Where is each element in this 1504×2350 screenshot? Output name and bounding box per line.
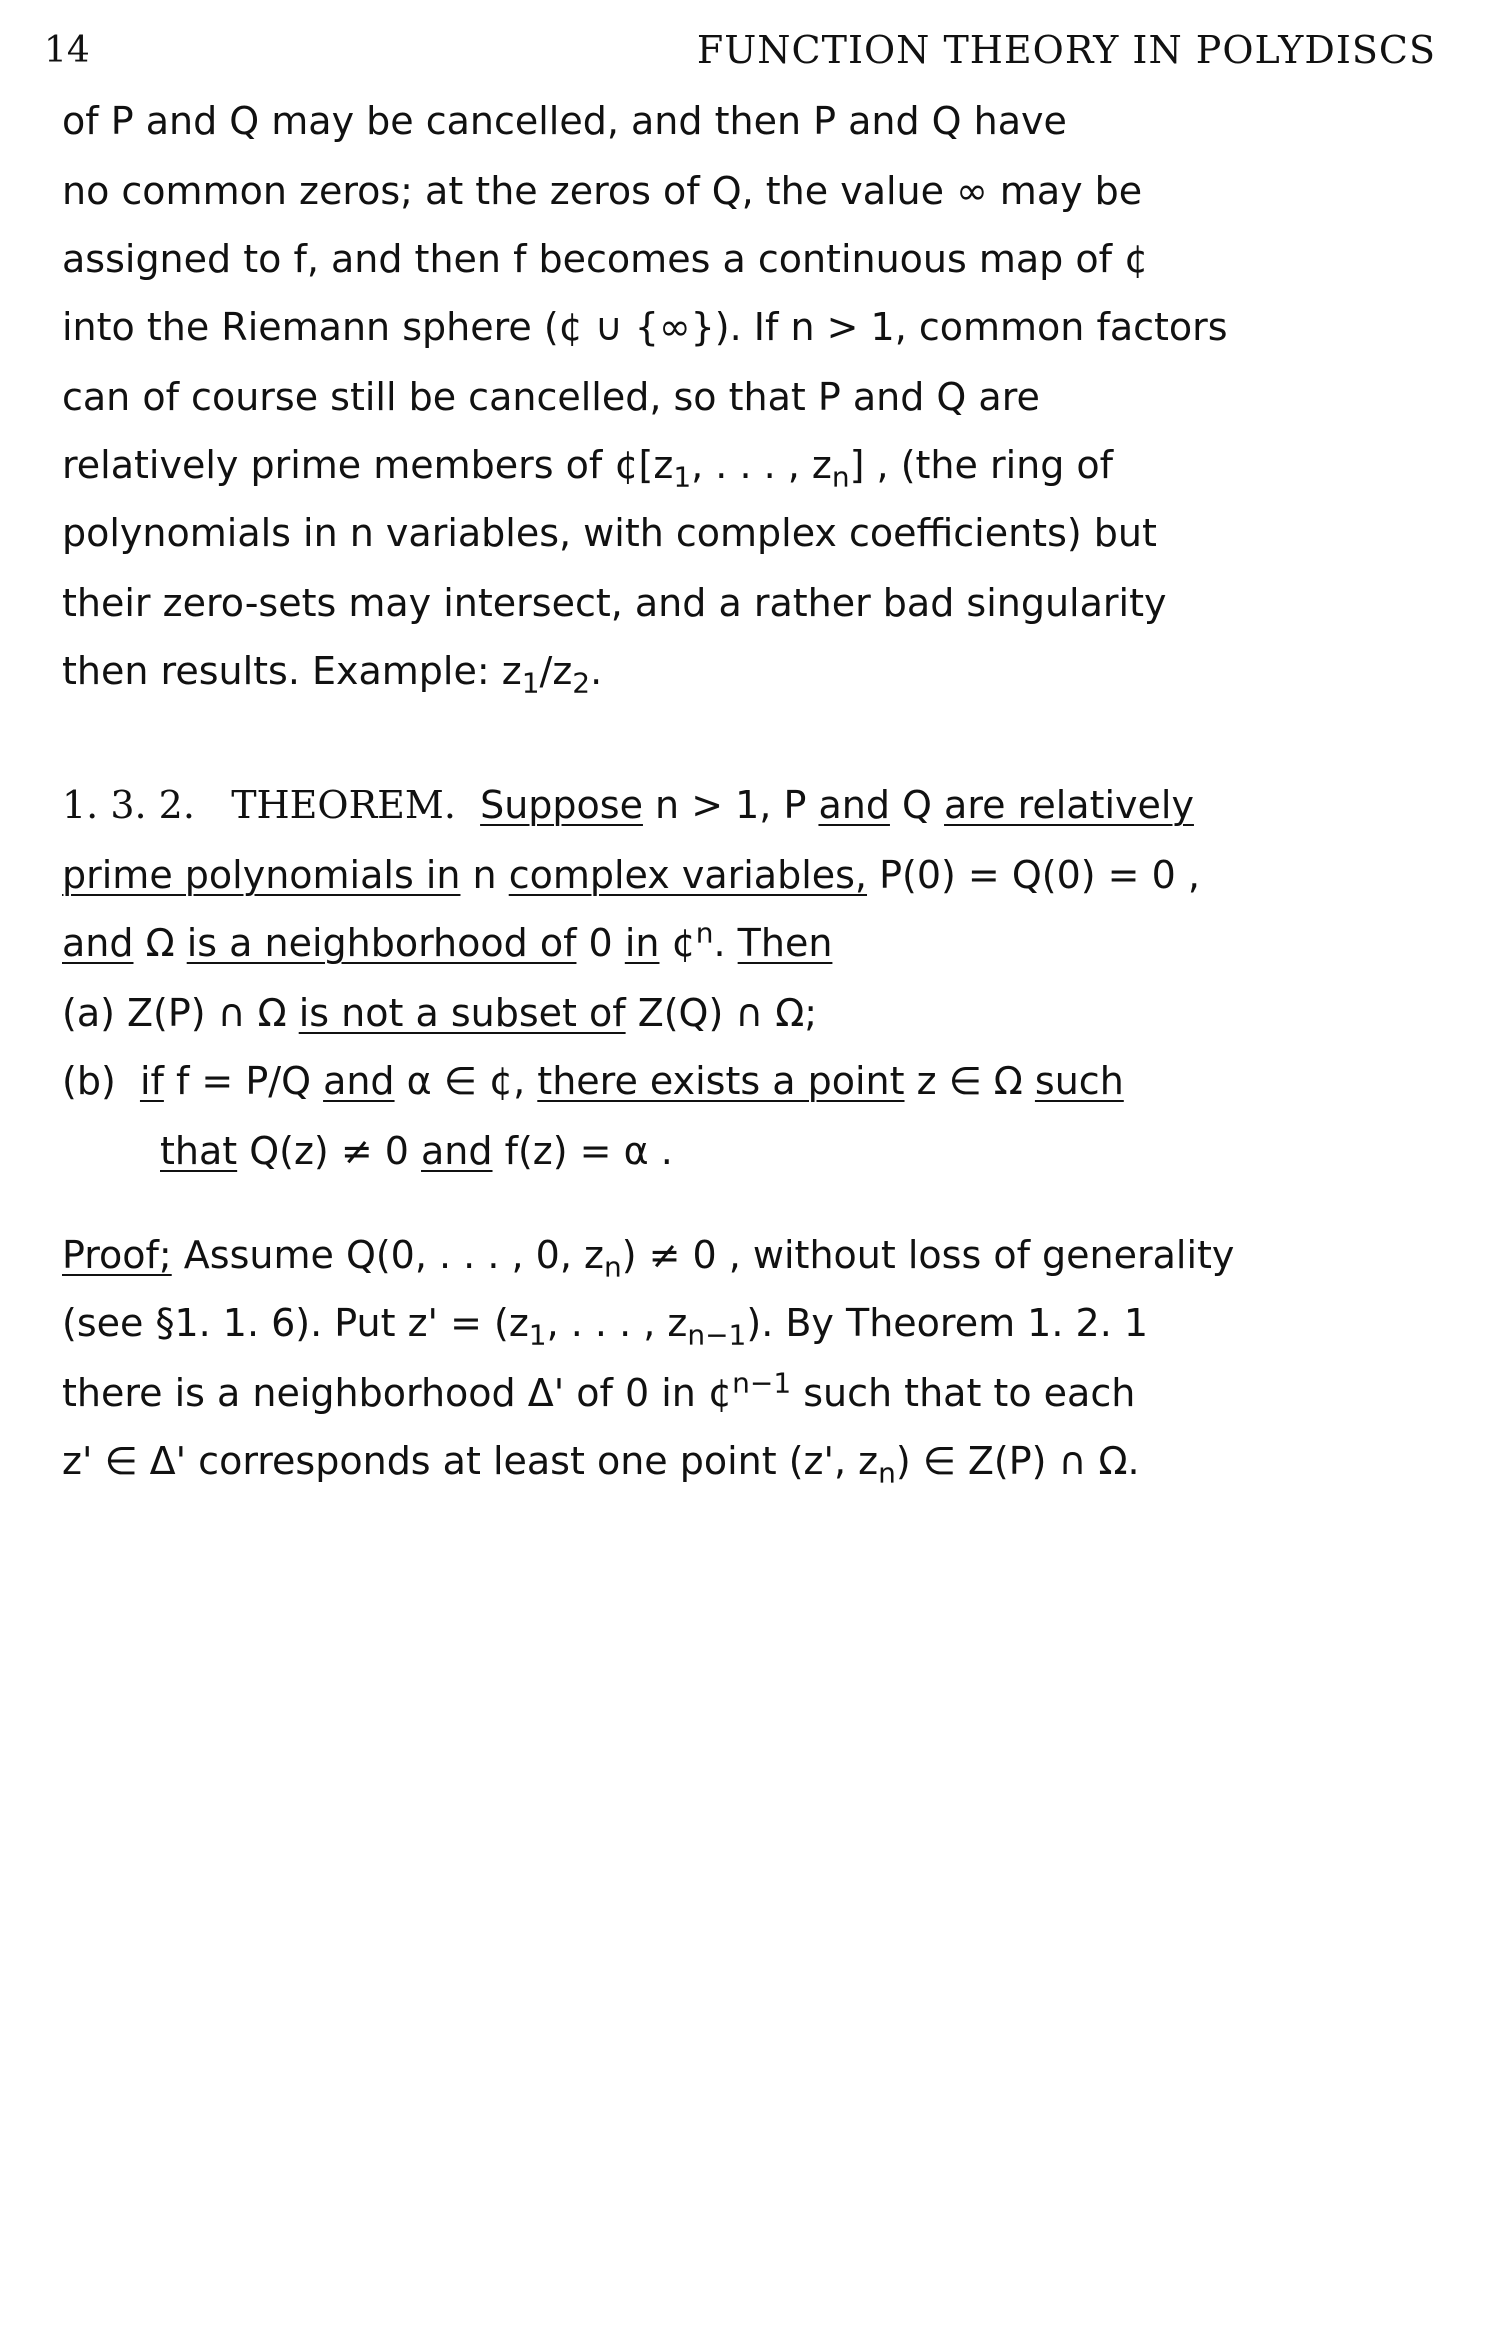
intro-line-5: can of course still be cancelled, so that P and Q are: [62, 375, 1040, 419]
page-number: 14: [44, 30, 90, 71]
proof-text: , . . . , z: [546, 1301, 688, 1345]
theorem-line-2: [62, 853, 1200, 897]
theorem-part-b: [62, 1059, 1124, 1103]
theorem-italic-and: and: [421, 1129, 493, 1173]
subscript: 1: [521, 666, 540, 700]
proof-text: there is a neighborhood Δ' of 0 in ¢: [62, 1371, 733, 1415]
proof-text: such that to each: [791, 1371, 1136, 1415]
intro-line-2: no common zeros; at the zeros of Q, the value ∞ may be: [62, 169, 1143, 213]
theorem-italic-complex: complex variables,: [508, 853, 868, 897]
intro-line-3: assigned to f, and then f becomes a continuous map of ¢: [62, 237, 1149, 281]
intro-line-4: into the Riemann sphere (¢ ∪ {∞}). If n > 1, common factors: [62, 305, 1228, 349]
theorem-italic-neighborhood: is a neighborhood of: [186, 921, 577, 965]
theorem-line-1: [62, 783, 1194, 827]
subscript: 1: [673, 460, 692, 494]
theorem-italic-such: such: [1034, 1059, 1124, 1103]
superscript: n: [695, 916, 714, 950]
theorem-italic-prime: prime polynomials in: [62, 853, 461, 897]
intro-line-6-text-e: ] , (the ring of: [849, 443, 1114, 487]
theorem-italic-and: and: [62, 921, 134, 965]
theorem-label: THEOREM.: [231, 783, 456, 827]
proof-line-1: [62, 1233, 1235, 1284]
subscript: n−1: [687, 1318, 747, 1352]
theorem-text: ¢: [659, 921, 696, 965]
theorem-text: P(0) = Q(0) = 0 ,: [867, 853, 1200, 897]
proof-line-3: [62, 1366, 1136, 1415]
theorem-text: .: [713, 921, 738, 965]
theorem-text: Q: [889, 783, 945, 827]
intro-line-9: [62, 649, 603, 700]
theorem-text: Z(P) ∩ Ω: [114, 991, 299, 1035]
theorem-italic-are-relatively: are relatively: [944, 783, 1194, 827]
theorem-italic-if: if: [139, 1059, 164, 1103]
proof-line-2: [62, 1301, 1149, 1352]
theorem-text: f = P/Q: [163, 1059, 324, 1103]
subscript: n: [878, 1456, 896, 1490]
proof-line-4: [62, 1439, 1140, 1490]
proof-text: Assume Q(0, . . . , 0, z: [171, 1233, 604, 1277]
intro-line-9-text-a: then results. Example: z: [62, 649, 522, 693]
theorem-text: f(z) = α .: [492, 1129, 673, 1173]
subscript: 1: [528, 1318, 547, 1352]
theorem-italic-that: that: [160, 1129, 238, 1173]
superscript: n−1: [732, 1366, 792, 1400]
theorem-text: α ∈ ¢,: [394, 1059, 538, 1103]
theorem-italic-then: Then: [737, 921, 833, 965]
theorem-italic-suppose: Suppose: [480, 783, 643, 827]
intro-line-9-text-c: /z: [539, 649, 573, 693]
proof-text: (see §1. 1. 6). Put z' = (z: [62, 1301, 529, 1345]
theorem-text: 0: [576, 921, 625, 965]
intro-line-1: of P and Q may be cancelled, and then P and Q have: [62, 99, 1067, 143]
theorem-text: Ω: [133, 921, 187, 965]
theorem-text: n: [460, 853, 509, 897]
part-a-label: (a): [62, 991, 115, 1035]
intro-line-6-text-c: , . . . , z: [691, 443, 832, 487]
subscript: n: [831, 460, 850, 494]
intro-line-6-text-a: relatively prime members of ¢[z: [62, 443, 674, 487]
theorem-part-a: [62, 991, 818, 1035]
theorem-text: z ∈ Ω: [904, 1059, 1035, 1103]
theorem-italic-and: and: [818, 783, 890, 827]
proof-text: ). By Theorem 1. 2. 1: [746, 1301, 1149, 1345]
theorem-part-b-cont: [160, 1129, 673, 1173]
intro-line-9-text-e: .: [590, 649, 603, 693]
running-title: FUNCTION THEORY IN POLYDISCS: [696, 28, 1436, 72]
theorem-number: 1. 3. 2.: [62, 783, 195, 827]
theorem-italic-not-subset: is not a subset of: [298, 991, 626, 1035]
proof-label: Proof;: [62, 1233, 172, 1277]
subscript: n: [603, 1250, 622, 1284]
theorem-italic-exists: there exists a point: [537, 1059, 905, 1103]
intro-line-7: polynomials in n variables, with complex coefficients) but: [62, 511, 1157, 555]
theorem-text: Z(Q) ∩ Ω;: [625, 991, 818, 1035]
intro-line-8: their zero-sets may intersect, and a rather bad singularity: [62, 581, 1167, 625]
theorem-text: Q(z) ≠ 0: [237, 1129, 422, 1173]
proof-text: ) ∈ Z(P) ∩ Ω.: [895, 1439, 1140, 1483]
theorem-italic-in: in: [624, 921, 660, 965]
theorem-italic-and: and: [323, 1059, 395, 1103]
theorem-line-3: [62, 916, 833, 965]
theorem-text: n > 1, P: [642, 783, 819, 827]
part-b-label: (b): [62, 1059, 116, 1103]
proof-text: z' ∈ Δ' corresponds at least one point (z', z: [62, 1439, 879, 1483]
subscript: 2: [572, 666, 591, 700]
proof-text: ) ≠ 0 , without loss of generality: [621, 1233, 1235, 1277]
intro-line-6: [62, 443, 1114, 494]
